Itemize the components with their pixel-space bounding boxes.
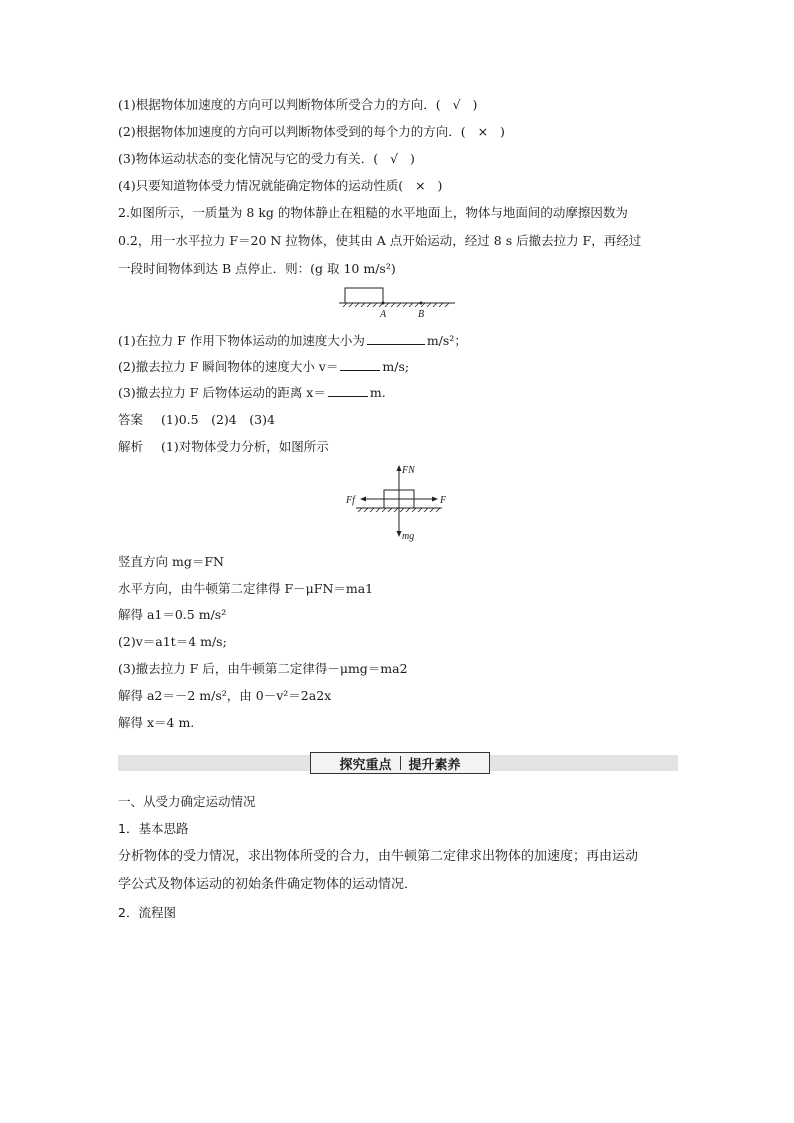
analysis-step-4: (2)v＝a1t＝4 m/s;: [118, 634, 227, 649]
analysis-step-3: 解得 a1＝0.5 m/s²: [118, 607, 227, 622]
friction-force-label: Ff: [346, 495, 355, 506]
answer-line: [118, 411, 275, 429]
judgment-2-mark: ×: [477, 124, 489, 139]
judgment-4-mark: ×: [415, 178, 426, 193]
problem-line-3: 一段时间物体到达 B 点停止．则：(g 取 10 m/s²): [118, 261, 396, 276]
section-heading: 一、从受力确定运动情况: [118, 794, 256, 809]
problem-line-2: 0.2，用一水平拉力 F＝20 N 拉物体，使其由 A 点开始运动，经过 8 s 后撤去拉力 F，再经过: [118, 233, 642, 248]
question-1: (1)在拉力 F 作用下物体运动的加速度大小为 m/s²；: [118, 333, 467, 348]
paragraph-line-1: 分析物体的受力情况，求出物体所受的合力，由牛顿第二定律求出物体的加速度；再由运动: [118, 849, 639, 864]
analysis-step-6: 解得 a2＝－2 m/s²，由 0－v²＝2a2x: [118, 688, 332, 703]
point-a-label: A: [380, 309, 387, 320]
paragraph-line-2: 学公式及物体运动的初始条件确定物体的运动情况．: [118, 877, 418, 892]
question-2: (2)撤去拉力 F 瞬间物体的速度大小 v＝ m/s;: [118, 359, 410, 374]
normal-force-arrowhead: [397, 465, 402, 471]
pull-force-label: F: [440, 495, 447, 506]
judgment-3: (3)物体运动状态的变化情况与它的受力有关．( √ ): [118, 151, 415, 166]
problem-line-1: 2.如图所示，一质量为 8 kg 的物体静止在粗糙的水平地面上，物体与地面间的动摩擦因数为: [118, 205, 628, 220]
banner-right-title: 提升素养: [408, 757, 461, 773]
normal-force-label: FN: [402, 465, 415, 476]
answer-blank-1: [367, 332, 425, 345]
answer-text: (1)0.5 (2)4 (3)4: [161, 412, 275, 427]
ground-hatching: [343, 303, 449, 307]
analysis-step-7: 解得 x＝4 m.: [118, 715, 195, 730]
block: [345, 288, 383, 303]
answer-blank-3: [328, 384, 368, 397]
analysis-step-5: (3)撤去拉力 F 后，由牛顿第二定律得－μmg＝ma2: [118, 661, 408, 676]
point-a-dot: [382, 302, 385, 305]
judgment-2: (2)根据物体加速度的方向可以判断物体受到的每个力的方向．( × ): [118, 124, 505, 139]
analysis-step-2: 水平方向，由牛顿第二定律得 F－μFN＝ma1: [118, 581, 374, 596]
pull-force-arrowhead: [432, 497, 438, 502]
friction-force-arrowhead: [360, 497, 366, 502]
analysis-line: [118, 438, 329, 456]
judgment-1: (1)根据物体加速度的方向可以判断物体所受合力的方向．( √ ): [118, 97, 478, 112]
subheading-basic-idea: 1．基本思路: [118, 821, 189, 836]
analysis-step-1: 竖直方向 mg＝FN: [118, 554, 224, 569]
point-b-dot: [420, 302, 423, 305]
judgment-3-mark: √: [390, 151, 399, 166]
force-diagram: [344, 462, 454, 544]
analysis-intro: (1)对物体受力分析，如图所示: [161, 439, 329, 454]
analysis-label: 解析: [118, 439, 144, 454]
banner-left-title: 探究重点: [339, 757, 392, 773]
section-banner-box: [310, 752, 490, 774]
subheading-flowchart: 2．流程图: [118, 905, 176, 920]
question-3: (3)撤去拉力 F 后物体运动的距离 x＝ m.: [118, 385, 386, 400]
block-on-ground-figure: [335, 284, 460, 320]
answer-label: 答案: [118, 412, 144, 427]
section-banner: [118, 752, 678, 774]
gravity-arrowhead: [397, 531, 402, 537]
point-b-label: B: [418, 309, 425, 320]
judgment-4: (4)只要知道物体受力情况就能确定物体的运动性质( × ): [118, 178, 443, 193]
answer-blank-2: [340, 358, 380, 371]
judgment-1-mark: √: [452, 97, 461, 112]
gravity-label: mg: [402, 531, 415, 542]
